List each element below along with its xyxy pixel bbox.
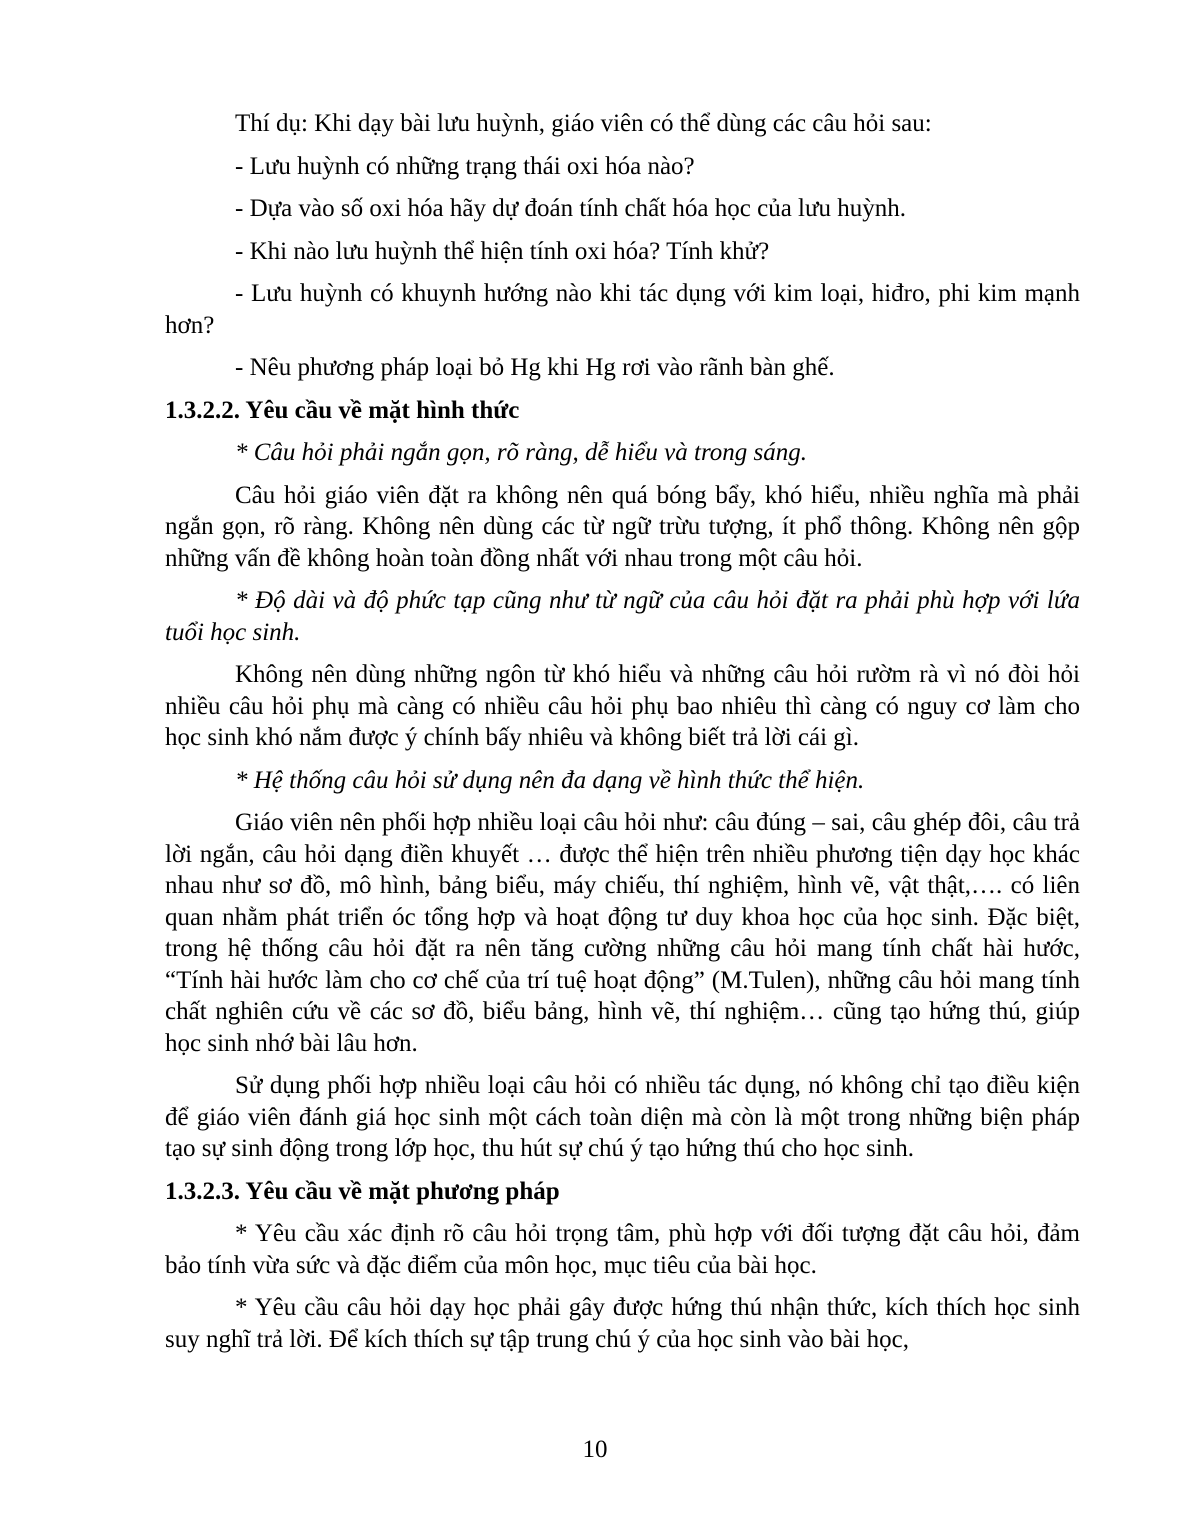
example-question: - Nêu phương pháp loại bỏ Hg khi Hg rơi vào rãnh bàn ghế. [235, 354, 835, 381]
example-question: - Dựa vào số oxi hóa hãy dự đoán tính chất hóa học của lưu huỳnh. [235, 195, 907, 222]
requirement-italic: * Câu hỏi phải ngắn gọn, rõ ràng, dễ hiểu và trong sáng. [235, 439, 807, 466]
example-question: - Lưu huỳnh có những trạng thái oxi hóa nào? [235, 152, 695, 180]
body-paragraph: * Yêu cầu câu hỏi dạy học phải gây được hứng thú nhận thức, kích thích học sinh suy nghĩ trả lời. Để kích thích sự tập trung chú ý của học sinh vào bài học, [165, 1294, 1080, 1353]
section-heading-form-requirements: 1.3.2.2. Yêu cầu về mặt hình thức [165, 396, 520, 424]
document-page [165, 108, 1080, 1366]
example-question: - Khi nào lưu huỳnh thể hiện tính oxi hóa? Tính khử? [235, 237, 770, 265]
body-paragraph: Giáo viên nên phối hợp nhiều loại câu hỏi như: câu đúng – sai, câu ghép đôi, câu trả lời ngắn, câu hỏi dạng điền khuyết … được thể hiện trên nhiều phương tiện dạy học khác nhau như sơ đồ, mô hình, bảng biểu, máy chiếu, thí nghiệm, hình vẽ, vật thật,…. có liên quan nhằm phát triển óc tổng hợp và hoạt động tư duy khoa học của học sinh. Đặc biệt, trong hệ thống câu hỏi đặt ra nên tăng cường những câu hỏi mang tính chất hài hước, “Tính hài hước làm cho cơ chế của trí tuệ hoạt động” (M.Tulen), những câu hỏi mang tính chất nghiên cứu về các sơ đồ, biểu bảng, hình vẽ, thí nghiệm… cũng tạo hứng thú, giúp học sinh nhớ bài lâu hơn. [165, 809, 1080, 1057]
section-heading-method-requirements: 1.3.2.3. Yêu cầu về mặt phương pháp [165, 1177, 560, 1205]
body-paragraph: Câu hỏi giáo viên đặt ra không nên quá bóng bẩy, khó hiểu, nhiều nghĩa mà phải ngắn gọn, rõ ràng. Không nên dùng các từ ngữ trừu tượng, ít phổ thông. Không nên gộp những vấn đề không hoàn toàn đồng nhất với nhau trong một câu hỏi. [165, 481, 1080, 572]
body-paragraph: * Yêu cầu xác định rõ câu hỏi trọng tâm, phù hợp với đối tượng đặt câu hỏi, đảm bảo tính vừa sức và đặc điểm của môn học, mục tiêu của bài học. [165, 1220, 1080, 1279]
body-paragraph: Không nên dùng những ngôn từ khó hiểu và những câu hỏi rườm rà vì nó đòi hỏi nhiều câu hỏi phụ mà càng có nhiều câu hỏi phụ bao nhiêu thì càng có nguy cơ làm cho học sinh khó nắm được ý chính bấy nhiêu và không biết trả lời cái gì. [165, 661, 1080, 751]
page-number: 10 [582, 1436, 608, 1463]
example-question: - Lưu huỳnh có khuynh hướng nào khi tác dụng với kim loại, hiđro, phi kim mạnh hơn? [165, 280, 1080, 339]
requirement-italic: * Hệ thống câu hỏi sử dụng nên đa dạng về hình thức thể hiện. [235, 766, 865, 794]
example-intro: Thí dụ: Khi dạy bài lưu huỳnh, giáo viên có thể dùng các câu hỏi sau: [235, 110, 932, 137]
body-paragraph: Sử dụng phối hợp nhiều loại câu hỏi có nhiều tác dụng, nó không chỉ tạo điều kiện để giáo viên đánh giá học sinh một cách toàn diện mà còn là một trong những biện pháp tạo sự sinh động trong lớp học, thu hút sự chú ý tạo hứng thú cho học sinh. [165, 1072, 1080, 1162]
requirement-italic: * Độ dài và độ phức tạp cũng như từ ngữ của câu hỏi đặt ra phải phù hợp với lứa tuổi học sinh. [165, 587, 1080, 646]
